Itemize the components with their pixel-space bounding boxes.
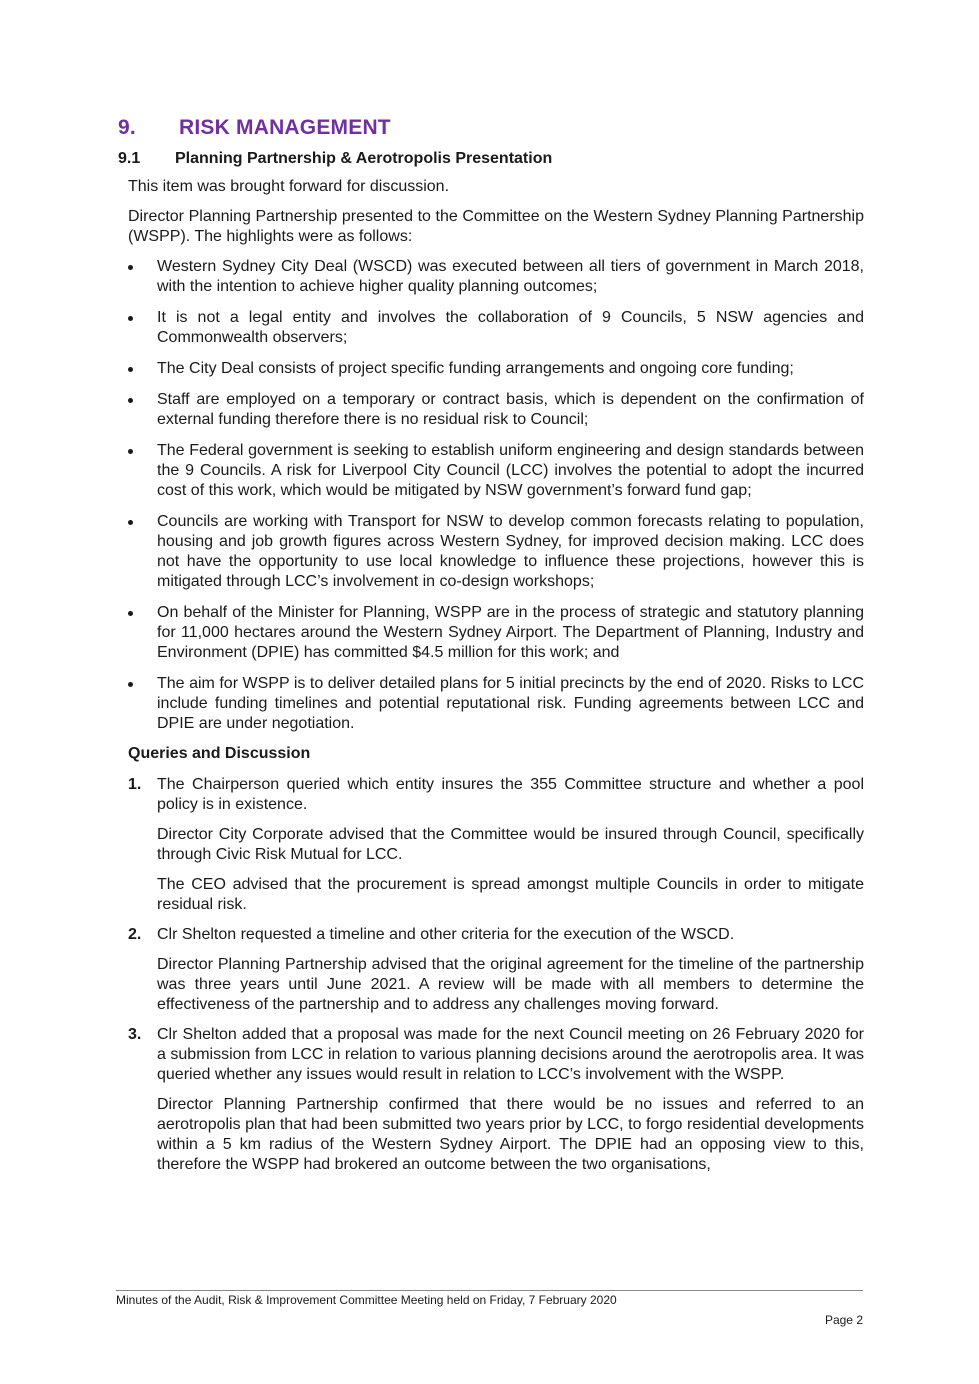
intro-paragraph: This item was brought forward for discussion. [128, 178, 450, 195]
bullet-icon [128, 398, 133, 403]
page-number: Page 2 [824, 1313, 863, 1327]
bullet-icon [128, 449, 133, 454]
query-number: 3. [128, 1026, 142, 1043]
list-item: The City Deal consists of project specific funding arrangements and ongoing core funding; [118, 359, 864, 379]
section-heading [118, 116, 864, 140]
highlights-list [118, 257, 864, 734]
bullet-icon [128, 520, 133, 525]
query-number: 2. [128, 926, 142, 943]
list-item: Western Sydney City Deal (WSCD) was executed between all tiers of government in March 2018, with the intention to achieve higher quality planning outcomes; [118, 257, 864, 297]
list-item: The Federal government is seeking to establish uniform engineering and design standards between the 9 Councils. A risk for Liverpool City Council (LCC) involves the potential to adopt the incurred cost of this work, which would be mitigated by NSW government’s forward fund gap; [118, 441, 864, 501]
list-item: Councils are working with Transport for NSW to develop common forecasts relating to population, housing and job growth figures across Western Sydney, for improved decision making. LCC does not have the opportunity to use local knowledge to influence these projections, however this is mitigated through LCC’s involvement in co-design workshops; [118, 512, 864, 592]
query-paragraph: Director Planning Partnership confirmed that there would be no issues and referred to an aerotropolis plan that had been submitted two years prior by LCC, to forgo residential developments within a 5 km radius of the Western Sydney Airport. The DPIE had an opposing view to this, therefore the WSPP had brokered an outcome between the two organisations, [157, 1096, 864, 1173]
subsection-number: 9.1 [118, 150, 141, 167]
subsection-heading [118, 150, 864, 168]
bullet-icon [128, 316, 133, 321]
query-paragraph: The Chairperson queried which entity insures the 355 Committee structure and whether a pool policy is in existence. [157, 776, 864, 813]
section-title: RISK MANAGEMENT [179, 116, 391, 139]
intro-paragraph: Director Planning Partnership presented to the Committee on the Western Sydney Planning Partnership (WSPP). The highlights were as follows: [128, 208, 864, 245]
query-item [118, 1025, 864, 1175]
section-number: 9. [118, 116, 136, 139]
bullet-icon [128, 367, 133, 372]
subsection-title: Planning Partnership & Aerotropolis Presentation [175, 150, 553, 167]
query-paragraph: Director City Corporate advised that the Committee would be insured through Council, specifically through Civic Risk Mutual for LCC. [157, 826, 864, 863]
bullet-icon [128, 682, 133, 687]
bullet-icon [128, 265, 133, 270]
list-item: It is not a legal entity and involves the collaboration of 9 Councils, 5 NSW agencies and Commonwealth observers; [118, 308, 864, 348]
query-paragraph: The CEO advised that the procurement is spread amongst multiple Councils in order to mitigate residual risk. [157, 876, 864, 913]
list-item: On behalf of the Minister for Planning, WSPP are in the process of strategic and statutory planning for 11,000 hectares around the Western Sydney Airport. The Department of Planning, Industry and Environment (DPIE) has committed $4.5 million for this work; and [118, 603, 864, 663]
query-item [118, 925, 864, 1015]
queries-list [118, 775, 864, 1175]
list-item: The aim for WSPP is to deliver detailed plans for 5 initial precincts by the end of 2020. Risks to LCC include funding timelines and potential reputational risk. Funding agreements between LCC and DPIE are under negotiation. [118, 674, 864, 734]
bullet-icon [128, 611, 133, 616]
document-page [118, 116, 864, 1185]
query-paragraph: Clr Shelton requested a timeline and other criteria for the execution of the WSCD. [157, 926, 735, 943]
query-number: 1. [128, 776, 142, 793]
footer-text: Minutes of the Audit, Risk & Improvement Committee Meeting held on Friday, 7 February 2020 [116, 1293, 617, 1307]
list-item: Staff are employed on a temporary or contract basis, which is dependent on the confirmation of external funding therefore there is no residual risk to Council; [118, 390, 864, 430]
query-paragraph: Clr Shelton added that a proposal was made for the next Council meeting on 26 February 2020 for a submission from LCC in relation to various planning decisions around the aerotropolis area. It was queried whether any issues would result in relation to LCC’s involvement with the WSPP. [157, 1026, 864, 1083]
page-footer [116, 1290, 863, 1328]
query-paragraph: Director Planning Partnership advised that the original agreement for the timeline of the partnership was three years until June 2021. A review will be made with all members to determine the effectiveness of the partnership and to address any challenges moving forward. [157, 956, 864, 1013]
query-item [118, 775, 864, 915]
queries-heading: Queries and Discussion [128, 745, 311, 762]
